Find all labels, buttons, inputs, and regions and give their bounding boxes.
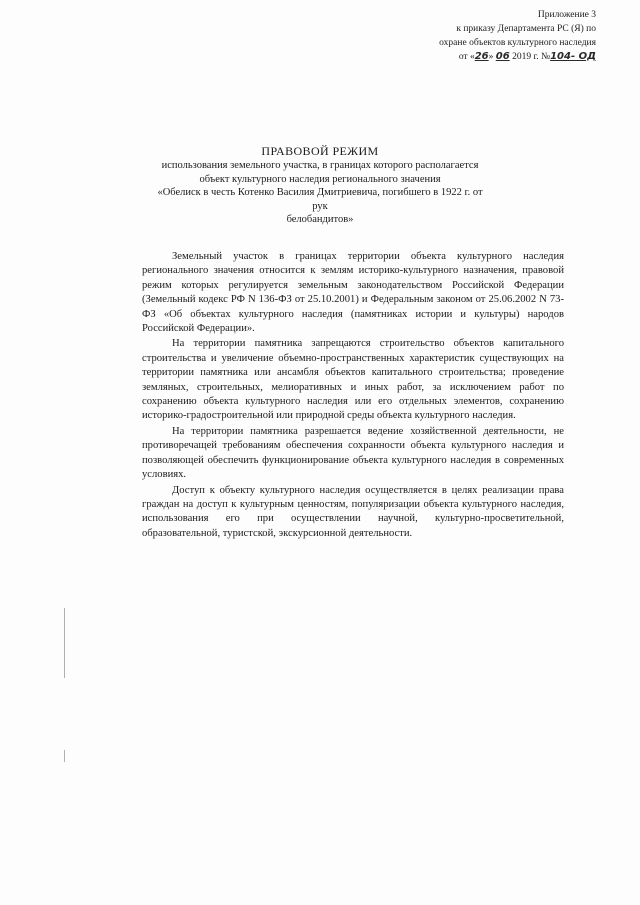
document-subtitle-line-4: белобандитов» [286,214,354,225]
appendix-title: Приложение 3 [537,10,596,20]
handwritten-order-number: 104- ОД [550,51,596,62]
paragraph-access: Доступ к объекту культурного наследия осуществляется в целях реализации права граждан на доступ к культурным ценностям, популяризации объекта культурного наследия, использования его при осуществлении научной, культурно-просветительной, образовательной, туристской, экскурсионной деятельности. [142,484,564,539]
scan-margin-mark [64,608,65,678]
handwritten-month: 06 [495,51,510,62]
date-separator: » [488,52,494,62]
paragraph-land-category: Земельный участок в границах территории объекта культурного наследия регионального значения относится к землям историко-культурного назначения, правовой режим которых регулируется земельным законодательством Российской Федерации (Земельный кодекс РФ N 136-ФЗ от 25.10.2001) и Федеральным законом от 25.06.2002 N 73-ФЗ «Об объектах культурного наследия (памятниках истории и культуры) народов Российской Федерации». [142,251,564,335]
document-subtitle-line-2: объект культурного наследия регионального значения [199,173,441,185]
appendix-header [396,8,596,64]
document-subtitle-line-3: «Обелиск в честь Котенко Василия Дмитриевича, погибшего в 1922 г. от рук [157,187,483,212]
handwritten-day: 26 [474,51,489,62]
document-title: ПРАВОВОЙ РЕЖИМ [261,144,379,158]
paragraph-permitted-activity: На территории памятника разрешается ведение хозяйственной деятельности, не противоречащей требованиям обеспечения сохранности объекта культурного наследия и позволяющей обеспечить функционирование объекта культурного наследия в современных условиях. [142,425,564,481]
date-year-text: 2019 г. № [512,52,551,62]
appendix-department-line: охране объектов культурного наследия [439,38,596,48]
date-prefix: от « [458,52,475,62]
appendix-date-line [396,50,596,64]
title-block [150,143,490,227]
document-subtitle-line-1: использования земельного участка, в границах которого располагается [161,160,479,171]
document-body [142,250,564,542]
paragraph-prohibitions: На территории памятника запрещаются строительство объектов капитального строительства и увеличение объемно-пространственных характеристик существующих на территории памятника или ансамбля объектов капитального строительства; проведение земляных, строительных, мелиоративных и иных работ, за исключением работ по сохранению объекта культурного наследия или его отдельных элементов, сохранению историко-градостроительной или природной среды объекта культурного наследия. [142,338,564,422]
appendix-order-line: к приказу Департамента РС (Я) по [456,24,596,34]
scan-margin-mark [64,750,65,762]
